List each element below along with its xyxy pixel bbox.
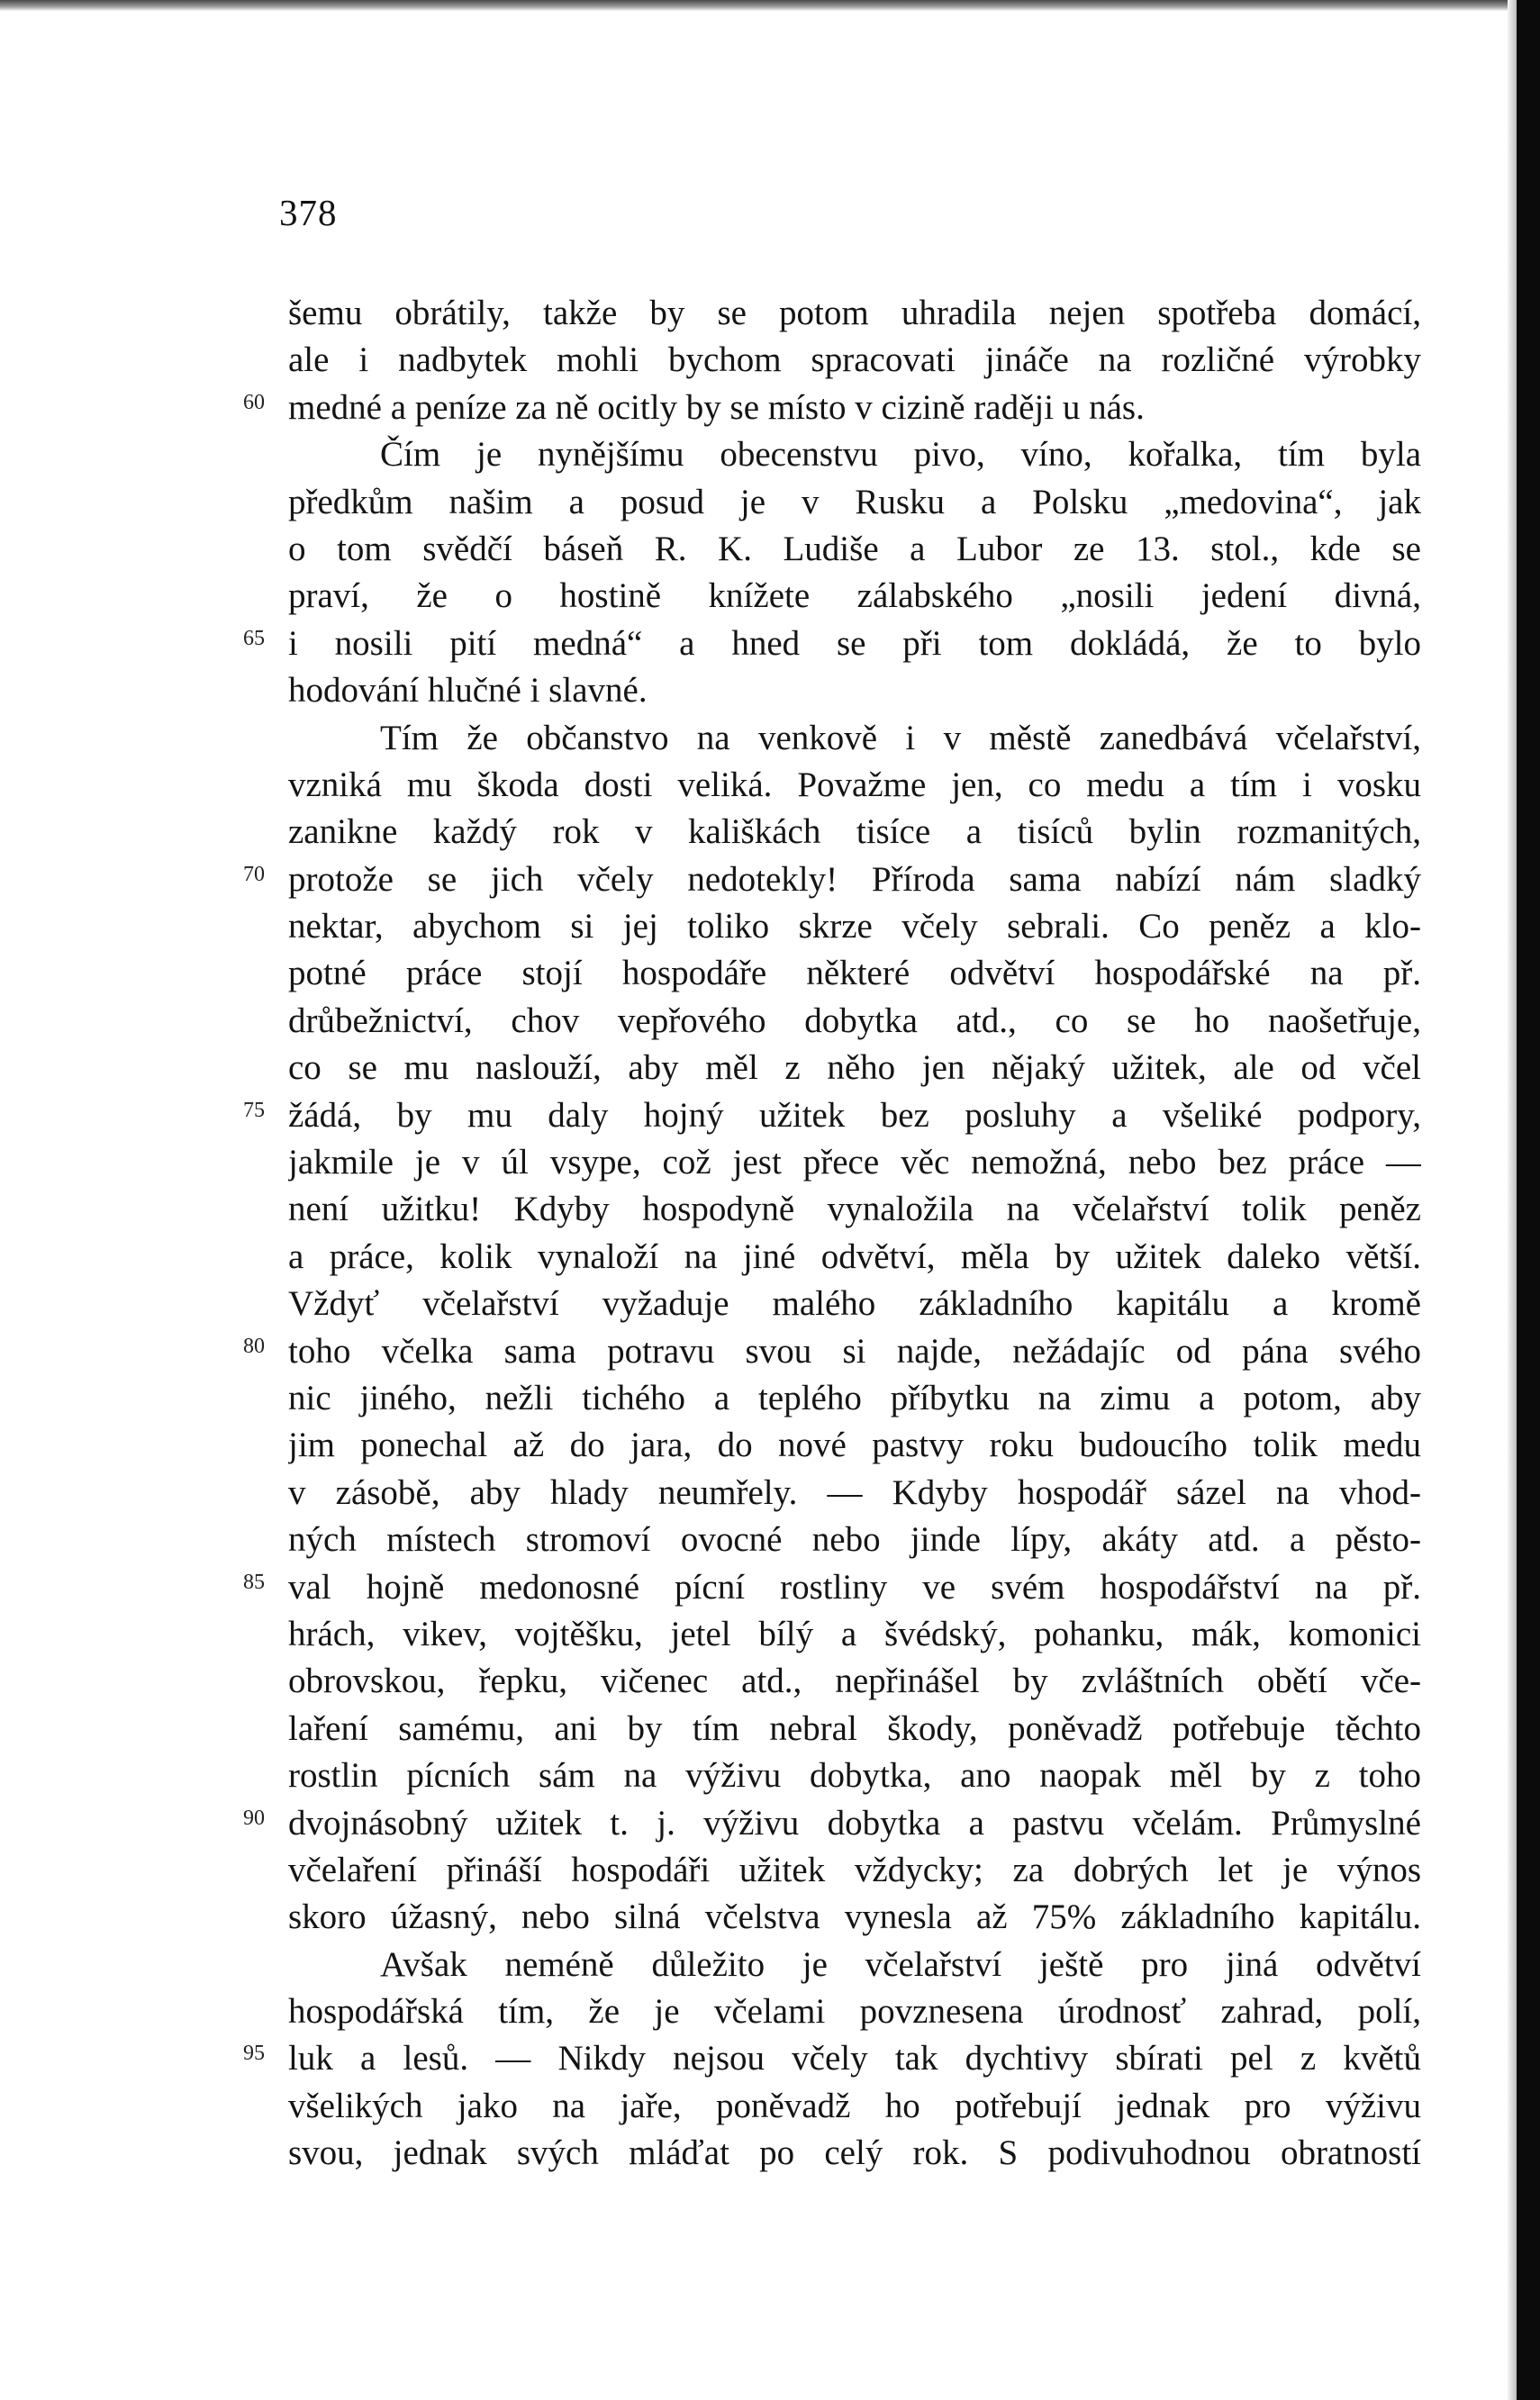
text-line xyxy=(288,1517,1421,1563)
text-line xyxy=(243,1800,1421,1847)
line-text: jim ponechal až do jara, do nové pastvy roku budoucího tolik medu xyxy=(288,1426,1421,1465)
text-line xyxy=(288,290,1421,337)
text-line xyxy=(288,1988,1421,2035)
line-text: Čím je nynějšímu obecenstvu pivo, víno, kořalka, tím byla xyxy=(380,435,1421,475)
text-line xyxy=(243,385,1421,431)
scan-right-edge xyxy=(1517,0,1540,2400)
text-line xyxy=(288,1470,1421,1517)
page-number: 378 xyxy=(279,192,338,233)
text-line xyxy=(288,2130,1421,2177)
line-text: i nosili pití medná“ a hned se při tom dokládá, že to bylo xyxy=(288,623,1421,663)
text-line xyxy=(243,1328,1421,1375)
line-text: drůbežnictví, chov vepřového dobytka atd., co se ho naošetřuje, xyxy=(288,1001,1421,1040)
text-line xyxy=(288,337,1421,384)
line-text: ale i nadbytek mohli bychom spracovati jináče na rozličné výrobky xyxy=(288,340,1421,380)
line-text: praví, že o hostině knížete zálabského „nosili jedení divná, xyxy=(288,576,1421,616)
text-line xyxy=(243,1092,1421,1139)
line-text: toho včelka sama potravu svou si najde, nežádajíc od pána svého xyxy=(288,1331,1421,1371)
line-text: skoro úžasný, nebo silná včelstva vynesla až 75% základního kapitálu. xyxy=(288,1897,1421,1937)
text-line xyxy=(288,762,1421,809)
text-line xyxy=(288,1658,1421,1705)
line-text: Tím že občanstvo na venkově i v městě zanedbává včelařství, xyxy=(380,718,1421,757)
line-text: hodování hlučné i slavné. xyxy=(288,671,648,711)
text-line xyxy=(288,715,1421,762)
line-text: dvojnásobný užitek t. j. výživu dobytka a pastvu včelám. Průmyslné xyxy=(288,1803,1421,1843)
text-line xyxy=(288,573,1421,620)
text-line xyxy=(243,856,1421,903)
line-number: 60 xyxy=(243,390,265,414)
line-text: hrách, vikev, vojtěšku, jetel bílý a švédský, pohanku, mák, komonici xyxy=(288,1614,1421,1653)
line-number: 70 xyxy=(243,862,265,886)
line-number: 65 xyxy=(243,626,265,650)
text-line xyxy=(288,667,1421,714)
line-text: jakmile je v úl vsype, což jest přece věc nemožná, nebo bez práce — xyxy=(288,1143,1421,1182)
text-line xyxy=(288,1847,1421,1894)
line-text: v zásobě, aby hlady neumřely. — Kdyby hospodář sázel na vhod- xyxy=(288,1472,1421,1512)
line-text: nic jiného, nežli tichého a teplého příbytku na zimu a potom, aby xyxy=(288,1378,1421,1417)
line-text: všelikých jako na jaře, poněvadž ho potřebují jednak pro výživu xyxy=(288,2086,1421,2125)
text-line xyxy=(288,809,1421,856)
line-text: není užitku! Kdyby hospodyně vynaložila na včelařství tolik peněz xyxy=(288,1190,1421,1229)
text-line xyxy=(288,1045,1421,1091)
text-line xyxy=(288,1281,1421,1327)
line-text: rostlin pícních sám na výživu dobytka, ano naopak měl by z toho xyxy=(288,1756,1421,1796)
text-line xyxy=(288,903,1421,950)
text-line xyxy=(288,1186,1421,1233)
text-line xyxy=(288,1234,1421,1281)
text-line xyxy=(288,1422,1421,1469)
text-line xyxy=(288,1375,1421,1422)
line-text: o tom svědčí báseň R. K. Ludiše a Lubor ze 13. stol., kde se xyxy=(288,529,1421,568)
line-text: a práce, kolik vynaloží na jiné odvětví, měla by užitek daleko větší. xyxy=(288,1236,1421,1276)
scan-right-shadow xyxy=(1508,0,1517,2400)
line-text: svou, jednak svých mláďat po celý rok. S podivuhodnou obratností xyxy=(288,2133,1421,2173)
body-text xyxy=(243,290,1421,2178)
line-text: val hojně medonosné pícní rostliny ve svém hospodářství na př. xyxy=(288,1567,1421,1607)
line-text: luk a lesů. — Nikdy nejsou včely tak dychtivy sbírati pel z květů xyxy=(288,2039,1421,2078)
text-line xyxy=(288,1611,1421,1658)
text-line xyxy=(288,2083,1421,2130)
text-line xyxy=(288,1752,1421,1799)
line-text: šemu obrátily, takže by se potom uhradila nejen spotřeba domácí, xyxy=(288,294,1421,332)
line-text: medné a peníze za ně ocitly by se místo v cizině raději u nás. xyxy=(288,387,1145,427)
scan-top-edge xyxy=(0,0,1522,11)
line-text: zanikne každý rok v kališkách tisíce a tisíců bylin rozmanitých, xyxy=(288,812,1421,852)
text-line xyxy=(288,1894,1421,1941)
line-text: žádá, by mu daly hojný užitek bez posluhy a všeliké podpory, xyxy=(288,1095,1421,1135)
text-line xyxy=(288,1139,1421,1186)
line-text: ných místech stromoví ovocné nebo jinde lípy, akáty atd. a pěsto- xyxy=(288,1520,1421,1560)
text-line xyxy=(243,2035,1421,2082)
text-line xyxy=(288,479,1421,526)
line-number: 85 xyxy=(243,1570,265,1594)
text-line xyxy=(288,1706,1421,1752)
line-text: co se mu naslouží, aby měl z něho jen nějaký užitek, ale od včel xyxy=(288,1048,1421,1088)
text-line xyxy=(288,526,1421,573)
text-line xyxy=(288,998,1421,1045)
line-text: nektar, abychom si jej toliko skrze včely sebrali. Co peněz a klo- xyxy=(288,907,1421,946)
line-number: 80 xyxy=(243,1334,265,1358)
line-text: předkům našim a posud je v Rusku a Polsku „medovina“, jak xyxy=(288,482,1421,521)
line-text: potné práce stojí hospodáře některé odvětví hospodářské na př. xyxy=(288,954,1421,993)
line-text: Avšak neméně důležito je včelařství ještě pro jiná odvětví xyxy=(380,1944,1421,1984)
text-line xyxy=(288,950,1421,997)
line-text: obrovskou, řepku, vičenec atd., nepřinášel by zvláštních obětí vče- xyxy=(288,1662,1421,1701)
line-text: vzniká mu škoda dosti veliká. Považme jen, co medu a tím i vosku xyxy=(288,765,1421,804)
text-line xyxy=(243,1564,1421,1611)
line-text: hospodářská tím, že je včelami povznesena úrodnosť zahrad, polí, xyxy=(288,1992,1421,2032)
line-number: 75 xyxy=(243,1098,265,1122)
text-line xyxy=(288,1942,1421,1988)
text-line xyxy=(288,431,1421,478)
line-text: protože se jich včely nedotekly! Příroda sama nabízí nám sladký xyxy=(288,859,1421,899)
line-text: Vždyť včelařství vyžaduje malého základního kapitálu a kromě xyxy=(288,1284,1421,1324)
line-number: 95 xyxy=(243,2042,265,2066)
line-number: 90 xyxy=(243,1806,265,1830)
line-text: včelaření přináší hospodáři užitek vždycky; za dobrých let je výnos xyxy=(288,1850,1421,1889)
text-line xyxy=(243,620,1421,667)
line-text: laření samému, ani by tím nebral škody, poněvadž potřebuje těchto xyxy=(288,1708,1421,1748)
